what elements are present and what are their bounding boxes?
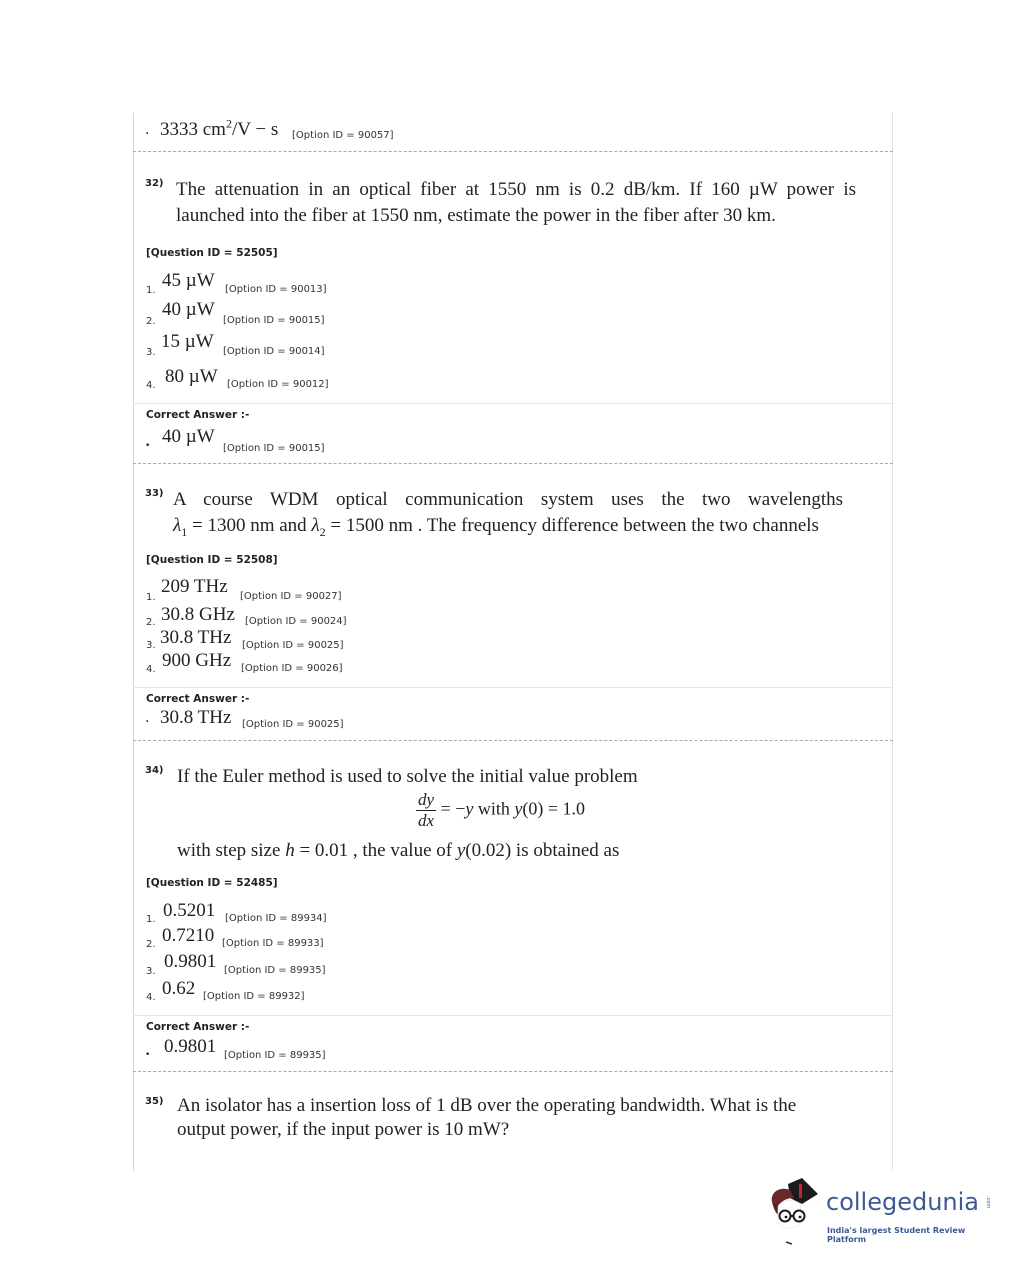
- logo-wordmark: collegedunia: [826, 1188, 980, 1216]
- correct-answer-label: Correct Answer :-: [146, 1021, 250, 1033]
- option-value[interactable]: 0.62: [162, 978, 196, 999]
- answer-bullet: .: [145, 710, 150, 726]
- option-id: [Option ID = 90025]: [242, 719, 344, 730]
- option-value[interactable]: 900 GHz: [162, 650, 232, 671]
- mascot-icon: [766, 1176, 826, 1256]
- option-number: 3.: [146, 966, 156, 977]
- option-id: [Option ID = 90026]: [241, 663, 343, 674]
- option-number: 3.: [146, 347, 156, 358]
- option-number: 2.: [146, 617, 156, 628]
- question-id: [Question ID = 52485]: [146, 877, 278, 889]
- option-value[interactable]: 209 THz: [161, 576, 228, 597]
- question-divider: [133, 151, 893, 152]
- logo-suffix: .com: [985, 1196, 991, 1209]
- correct-answer-label: Correct Answer :-: [146, 409, 250, 421]
- page-border-left: [133, 113, 134, 1171]
- collegedunia-logo: [766, 1176, 996, 1256]
- equation: $\frac{dy}{dx}$ = −y with y(0) = 1.0: [418, 790, 586, 830]
- option-value[interactable]: 0.9801: [164, 951, 217, 972]
- correct-answer-value: 40 µW: [162, 426, 215, 447]
- option-id: [Option ID = 90024]: [245, 616, 347, 627]
- option-value[interactable]: 0.7210: [162, 925, 215, 946]
- option-id: [Option ID = 90057]: [292, 130, 394, 141]
- derivative-fraction: $\frac{dy}{dx}$: [418, 790, 435, 830]
- correct-answer-value: 0.9801: [164, 1036, 217, 1057]
- question-number: 33): [145, 488, 164, 499]
- answer-divider: [133, 687, 893, 688]
- answer-bullet: •: [145, 441, 151, 451]
- correct-answer-value: 30.8 THz: [160, 707, 232, 728]
- option-id: [Option ID = 89935]: [224, 1050, 326, 1061]
- option-value[interactable]: 0.5201: [163, 900, 216, 921]
- question-text: If the Euler method is used to solve the initial value problem: [177, 766, 638, 787]
- answer-bullet: •: [145, 1050, 151, 1060]
- option-number: 2.: [146, 939, 156, 950]
- option-number: 1.: [146, 592, 156, 603]
- option-value[interactable]: 15 µW: [161, 331, 214, 352]
- option-number: 1.: [146, 914, 156, 925]
- option-id: [Option ID = 90012]: [227, 379, 329, 390]
- answer-divider: [133, 403, 893, 404]
- option-id: [Option ID = 90015]: [223, 443, 325, 454]
- option-id: [Option ID = 89933]: [222, 938, 324, 949]
- option-id: [Option ID = 90015]: [223, 315, 325, 326]
- option-value[interactable]: 45 µW: [162, 270, 215, 291]
- option-id: [Option ID = 89935]: [224, 965, 326, 976]
- option-value[interactable]: 30.8 THz: [160, 627, 232, 648]
- question-number: 35): [145, 1096, 164, 1107]
- question-divider: [133, 740, 893, 741]
- question-number: 34): [145, 765, 164, 776]
- option-number: 4.: [146, 380, 156, 391]
- option-id: [Option ID = 90014]: [223, 346, 325, 357]
- option-id: [Option ID = 90027]: [240, 591, 342, 602]
- question-text: The attenuation in an optical fiber at 1550 nm is 0.2 dB/km. If 160 µW power is launched into the fiber at 1550 nm, estimate the power in the fiber after 30 km.: [176, 179, 856, 226]
- option-id: [Option ID = 90025]: [242, 640, 344, 651]
- option-value[interactable]: 40 µW: [162, 299, 215, 320]
- page-border-right: [892, 113, 893, 1171]
- answer-value: 3333 $cm^2/V - s$: [160, 116, 279, 140]
- question-text: A course WDM optical communication system uses the two wavelengths $\lambda_1 = 1300$ nm and $\lambda_2 = 1500$ nm . The frequency difference between the two channels: [173, 489, 843, 539]
- option-id: [Option ID = 90013]: [225, 284, 327, 295]
- option-value[interactable]: 80 µW: [165, 366, 218, 387]
- question-divider: [133, 1071, 893, 1072]
- option-id: [Option ID = 89934]: [225, 913, 327, 924]
- option-value[interactable]: 30.8 GHz: [161, 604, 235, 625]
- correct-answer-label: Correct Answer :-: [146, 693, 250, 705]
- option-id: [Option ID = 89932]: [203, 991, 305, 1002]
- question-divider: [133, 463, 893, 464]
- option-number: 3.: [146, 640, 156, 651]
- logo-tagline: India's largest Student Review Platform: [827, 1226, 966, 1244]
- option-number: 4.: [146, 992, 156, 1003]
- answer-bullet: .: [145, 122, 150, 138]
- option-number: 2.: [146, 316, 156, 327]
- question-id: [Question ID = 52505]: [146, 247, 278, 259]
- question-text-line3: with step size h = 0.01 , the value of y(0.02) is obtained as: [177, 840, 620, 861]
- question-text: An isolator has a insertion loss of 1 dB over the operating bandwidth. What is the output power, if the input power is 10 mW?: [177, 1095, 797, 1140]
- option-number: 1.: [146, 285, 156, 296]
- question-id: [Question ID = 52508]: [146, 554, 278, 566]
- answer-divider: [133, 1015, 893, 1016]
- option-number: 4.: [146, 664, 156, 675]
- question-number: 32): [145, 178, 164, 189]
